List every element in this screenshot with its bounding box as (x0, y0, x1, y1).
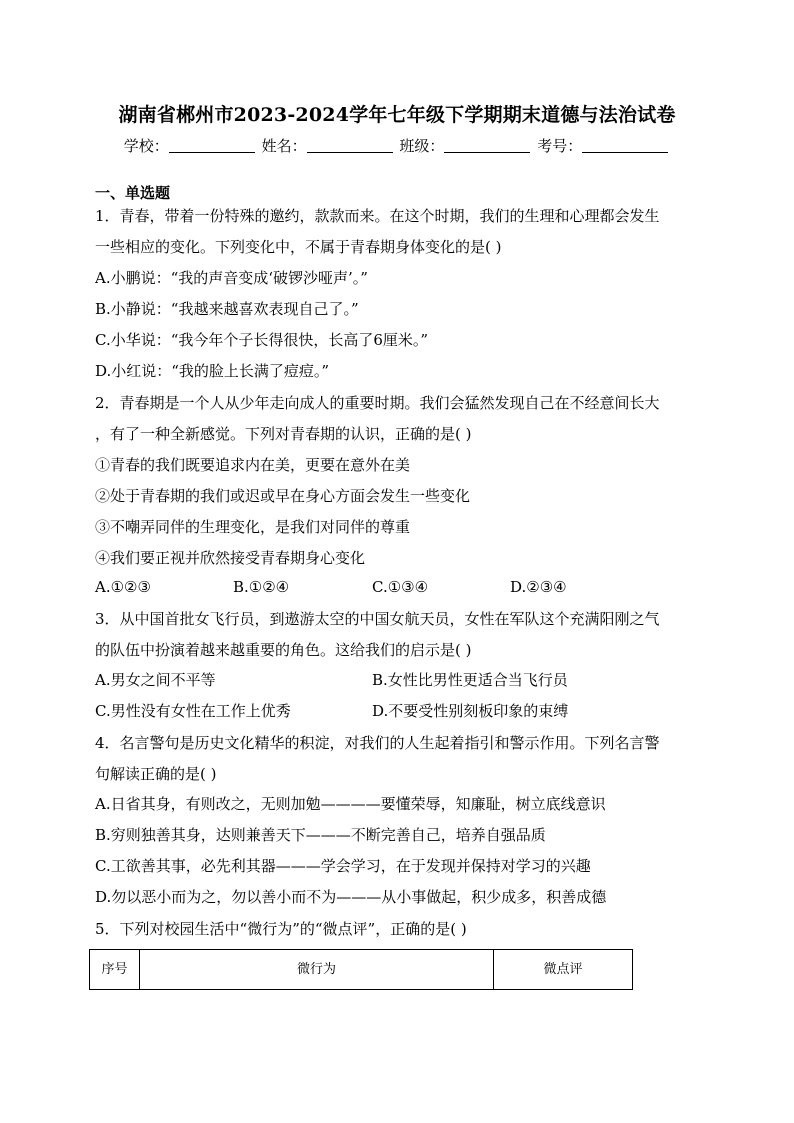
q2-option-a: A.①②③ (95, 578, 151, 596)
q1-stem-line1: 1．青春，带着一份特殊的邀约，款款而来。在这个时期，我们的生理和心理都会发生 (95, 207, 660, 225)
q1-stem-line2: 一些相应的变化。下列变化中，不属于青春期身体变化的是( ) (95, 238, 502, 256)
q2-item-2: ②处于青春期的我们或迟或早在身心方面会发生一些变化 (95, 487, 471, 505)
section-heading: 一、单选题 (95, 184, 171, 202)
q1-option-b: B.小静说：“我越来越喜欢表现自己了。” (95, 300, 359, 318)
q2-option-d: D.②③④ (510, 578, 567, 596)
table-header-comment: 微点评 (494, 950, 633, 990)
table-header-index: 序号 (90, 950, 140, 990)
q1-option-d: D.小红说：“我的脸上长满了痘痘。” (95, 362, 330, 380)
exam-number-label: 考号： (537, 137, 583, 155)
q2-option-c: C.①③④ (372, 578, 429, 596)
q5-table (89, 949, 633, 990)
student-info-row (0, 135, 794, 156)
q3-option-b: B.女性比男性更适合当飞行员 (372, 671, 568, 689)
exam-number-blank[interactable] (582, 138, 668, 153)
table-row (90, 950, 633, 990)
q4-stem-line1: 4．名言警句是历史文化精华的积淀，对我们的人生起着指引和警示作用。下列名言警 (95, 734, 660, 752)
q3-option-c: C.男性没有女性在工作上优秀 (95, 702, 291, 720)
q4-option-d: D.勿以恶小而为之，勿以善小而不为———从小事做起，积少成多，积善成德 (95, 888, 607, 906)
exam-title: 湖南省郴州市2023-2024学年七年级下学期期末道德与法治试卷 (118, 104, 676, 126)
class-blank[interactable] (444, 138, 530, 153)
q3-option-d: D.不要受性别刻板印象的束缚 (372, 702, 569, 720)
q4-option-a: A.日省其身，有则改之，无则加勉————要懂荣辱，知廉耻，树立底线意识 (95, 795, 606, 813)
q2-stem-line1: 2．青春期是一个人从少年走向成人的重要时期。我们会猛然发现自己在不经意间长大 (95, 394, 660, 412)
q2-stem-line2: ，有了一种全新感觉。下列对青春期的认识，正确的是( ) (95, 425, 472, 443)
q2-option-b: B.①②④ (233, 578, 290, 596)
name-label: 姓名： (261, 137, 307, 155)
q5-stem: 5．下列对校园生活中“微行为”的“微点评”，正确的是( ) (95, 920, 467, 938)
school-blank[interactable] (169, 138, 255, 153)
q4-stem-line2: 句解读正确的是( ) (95, 765, 217, 783)
q1-option-a: A.小鹏说：“我的声音变成‘破锣沙哑声’。” (95, 269, 368, 287)
q3-stem-line2: 的队伍中扮演着越来越重要的角色。这给我们的启示是( ) (95, 641, 472, 659)
q2-item-4: ④我们要正视并欣然接受青春期身心变化 (95, 549, 366, 567)
q4-option-b: B.穷则独善其身，达则兼善天下———不断完善自己，培养自强品质 (95, 826, 546, 844)
school-label: 学校： (123, 137, 169, 155)
q3-option-a: A.男女之间不平等 (95, 671, 216, 689)
class-label: 班级： (399, 137, 445, 155)
q3-stem-line1: 3．从中国首批女飞行员，到遨游太空的中国女航天员，女性在军队这个充满阳刚之气 (95, 610, 660, 628)
table-header-behavior: 微行为 (140, 950, 494, 990)
name-blank[interactable] (307, 138, 393, 153)
q4-option-c: C.工欲善其事，必先利其器———学会学习，在于发现并保持对学习的兴趣 (95, 857, 591, 875)
q1-option-c: C.小华说：“我今年个子长得很快，长高了6厘米。” (95, 331, 429, 349)
q2-item-1: ①青春的我们既要追求内在美，更要在意外在美 (95, 456, 411, 474)
q2-item-3: ③不嘲弄同伴的生理变化，是我们对同伴的尊重 (95, 518, 411, 536)
